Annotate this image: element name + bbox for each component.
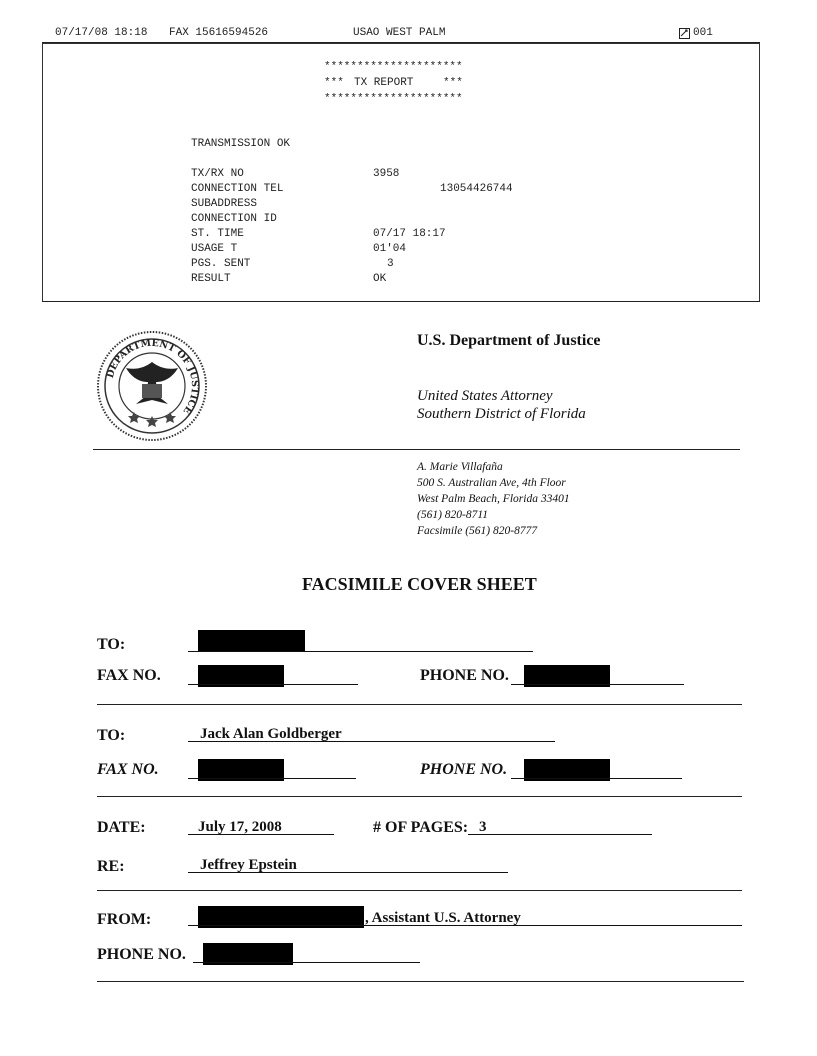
re-value: Jeffrey Epstein <box>200 857 297 873</box>
re-label: RE: <box>97 858 125 875</box>
contact-facsimile: Facsimile (561) 820-8777 <box>417 525 538 537</box>
to-underline <box>188 651 533 652</box>
to2-value: Jack Alan Goldberger <box>200 726 342 742</box>
fax-sender-number: FAX 15616594526 <box>169 27 269 39</box>
tx-report-stars-top: ********************* <box>324 61 463 73</box>
tx-label-result: RESULT <box>191 273 231 285</box>
tx-value-connection-tel: 13054426744 <box>440 183 513 195</box>
phone-underline <box>511 684 684 685</box>
tx-label-st-time: ST. TIME <box>191 228 244 240</box>
from-underline <box>188 925 742 926</box>
tx-label-txrx: TX/RX NO <box>191 168 244 180</box>
pages-value: 3 <box>479 819 487 835</box>
tx-value-txrx: 3958 <box>373 168 400 180</box>
fax2-underline <box>188 778 356 779</box>
tx-value-result: OK <box>373 273 387 285</box>
doj-seal-icon <box>96 330 208 442</box>
pages-underline <box>468 834 652 835</box>
tx-value-usage: 01'04 <box>373 243 407 255</box>
fax-datetime: 07/17/08 18:18 <box>55 27 148 39</box>
fax-label: FAX NO. <box>97 667 161 684</box>
phone3-underline <box>193 962 420 963</box>
section-rule-3 <box>97 890 742 891</box>
tx-label-subaddress: SUBADDRESS <box>191 198 258 210</box>
contact-name: A. Marie Villafaña <box>417 461 503 473</box>
to2-underline <box>188 741 555 742</box>
tx-label-connection-id: CONNECTION ID <box>191 213 277 225</box>
to-label: TO: <box>97 636 126 653</box>
department-name: U.S. Department of Justice <box>417 332 601 349</box>
fax2-label: FAX NO. <box>97 761 159 778</box>
phone2-underline <box>511 778 682 779</box>
tx-report-title-left: *** <box>324 77 344 89</box>
redacted-recipient-name <box>198 630 305 652</box>
district-name: Southern District of Florida <box>417 406 586 422</box>
pages-label: # OF PAGES: <box>373 819 469 836</box>
tx-label-connection-tel: CONNECTION TEL <box>191 183 284 195</box>
fax-underline <box>188 684 358 685</box>
phone-label: PHONE NO. <box>420 667 509 684</box>
tx-report-title: TX REPORT <box>354 77 414 89</box>
date-label: DATE: <box>97 819 146 836</box>
contact-street: 500 S. Australian Ave, 4th Floor <box>417 477 566 489</box>
tx-label-usage: USAGE T <box>191 243 238 255</box>
cover-sheet-title: FACSIMILE COVER SHEET <box>302 574 537 594</box>
section-rule-4 <box>97 981 744 982</box>
section-rule-2 <box>97 796 742 797</box>
from-label: FROM: <box>97 911 152 928</box>
office-name: United States Attorney <box>417 388 553 404</box>
fax-page-marker: 001 <box>693 27 713 39</box>
phone3-label: PHONE NO. <box>97 946 186 963</box>
tx-report-stars-bottom: ********************* <box>324 93 463 105</box>
date-value: July 17, 2008 <box>198 819 282 835</box>
re-underline <box>188 872 508 873</box>
tx-report-title-right: *** <box>443 77 463 89</box>
tx-value-pgs-sent: 3 <box>387 258 394 270</box>
svg-text:DEPARTMENT OF JUSTICE: DEPARTMENT OF JUSTICE <box>104 337 201 416</box>
fax-sender-office: USAO WEST PALM <box>353 27 446 39</box>
tx-label-pgs-sent: PGS. SENT <box>191 258 251 270</box>
tx-report-bottom-rule <box>42 301 760 302</box>
letterhead-rule <box>93 449 740 450</box>
date-underline <box>188 834 334 835</box>
to2-label: TO: <box>97 727 126 744</box>
contact-phone: (561) 820-8711 <box>417 509 489 521</box>
from-title: , Assistant U.S. Attorney <box>365 910 521 926</box>
phone2-label: PHONE NO. <box>420 761 508 778</box>
section-rule-1 <box>97 704 742 705</box>
contact-city: West Palm Beach, Florida 33401 <box>417 493 570 505</box>
fax-page-icon <box>679 26 690 37</box>
tx-value-st-time: 07/17 18:17 <box>373 228 446 240</box>
tx-status: TRANSMISSION OK <box>191 138 291 150</box>
